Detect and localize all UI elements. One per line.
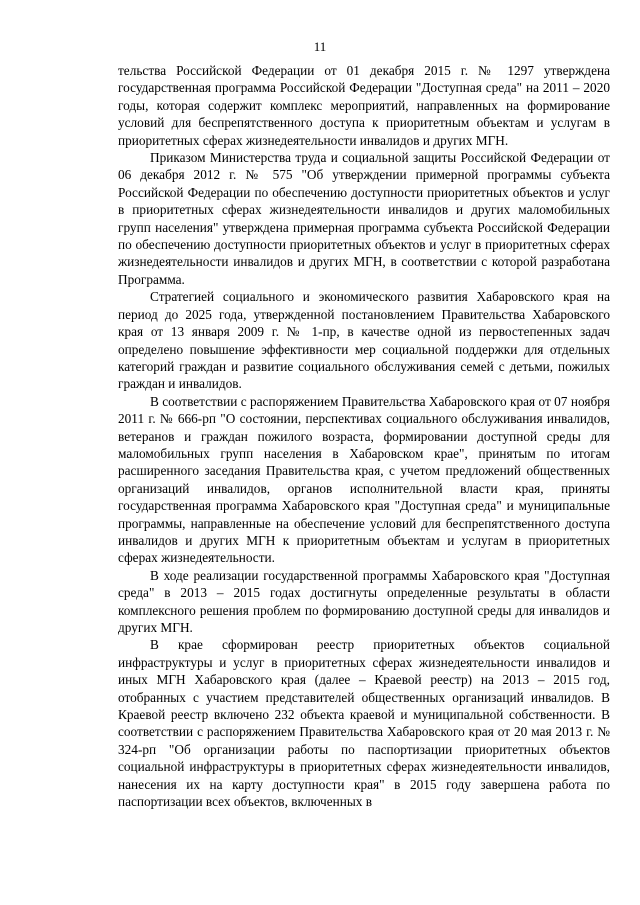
paragraph-government-order-2011: В соответствии с распоряжением Правительства Хабаровского края от 07 ноября 2011 г. № 666-рп "О состоянии, перспективах социального обслуживания инвалидов, ветеранов и граждан пожилого возраста, формировании доступной среды для маломобильных групп населения в Хабаровском крае", принятым по итогам расширенного заседания Правительства края, с учетом предложений общественных организаций инвалидов, органов исполнительной власти края, приняты государственная программа Хабаровского края "Доступная среда" и муниципальные программы, направленные на обеспечение условий для беспрепятственного доступа инвалидов и других МГН к приоритетным объектам и услугам в приоритетных сферах жизнедеятельности. (118, 393, 610, 566)
paragraph-development-strategy: Стратегией социального и экономического развития Хабаровского края на период до 2025 года, утвержденной постановлением Правительства Хабаровского края от 13 января 2009 г. № 1-пр, в качестве одной из первостепенных задач определено повышение эффективности мер социальной поддержки для отдельных категорий граждан и развитие социального обслуживания семей с детьми, пожилых граждан и инвалидов. (118, 289, 610, 392)
paragraph-labor-ministry-order: Приказом Министерства труда и социальной защиты Российской Федерации от 06 декабря 2012 г. № 575 "Об утверждении примерной программы субъекта Российской Федерации по обеспечению доступности приоритетных объектов и услуг в приоритетных сферах жизнедеятельности инвалидов и других маломобильных групп населения" утверждена примерная программа субъекта Российской Федерации по обеспечению доступности приоритетных объектов и услуг в приоритетных сферах жизнедеятельности инвалидов и других МГН, в соответствии с которой разработана Программа. (118, 150, 610, 287)
paragraph-regional-register: В крае сформирован реестр приоритетных объектов социальной инфраструктуры и услуг в приоритетных сферах жизнедеятельности инвалидов и иных МГН Хабаровского края (далее – Краевой реестр) на 2013 – 2015 год, отобранных с участием представителей общественных организаций инвалидов. В Краевой реестр включено 232 объекта краевой и муниципальной собственности. В соответствии с распоряжением Правительства Хабаровского края от 20 мая 2013 г. № 324-рп "Об организации работы по паспортизации приоритетных объектов социальной инфраструктуры в приоритетных сферах жизнедеятельности инвалидов, нанесения их на карту доступности края" в 2015 году завершена работа по паспортизации всех объектов, включенных в (118, 637, 610, 810)
page-number: 11 (313, 39, 327, 54)
paragraph-continued: тельства Российской Федерации от 01 декабря 2015 г. № 1297 утверждена государственная программа Российской Федерации "Доступная среда" на 2011 – 2020 годы, которая содержит комплекс мероприятий, направленных на формирование условий для беспрепятственного доступа к приоритетным объектам и услугам в приоритетных сферах жизнедеятельности инвалидов и других МГН. (118, 63, 610, 148)
body-text (118, 62, 610, 810)
paragraph-program-results: В ходе реализации государственной программы Хабаровского края "Доступная среда" в 2013 – 2015 годах достигнуты определенные результаты в области комплексного решения проблем по формированию доступной среды для инвалидов и других МГН. (118, 567, 610, 635)
